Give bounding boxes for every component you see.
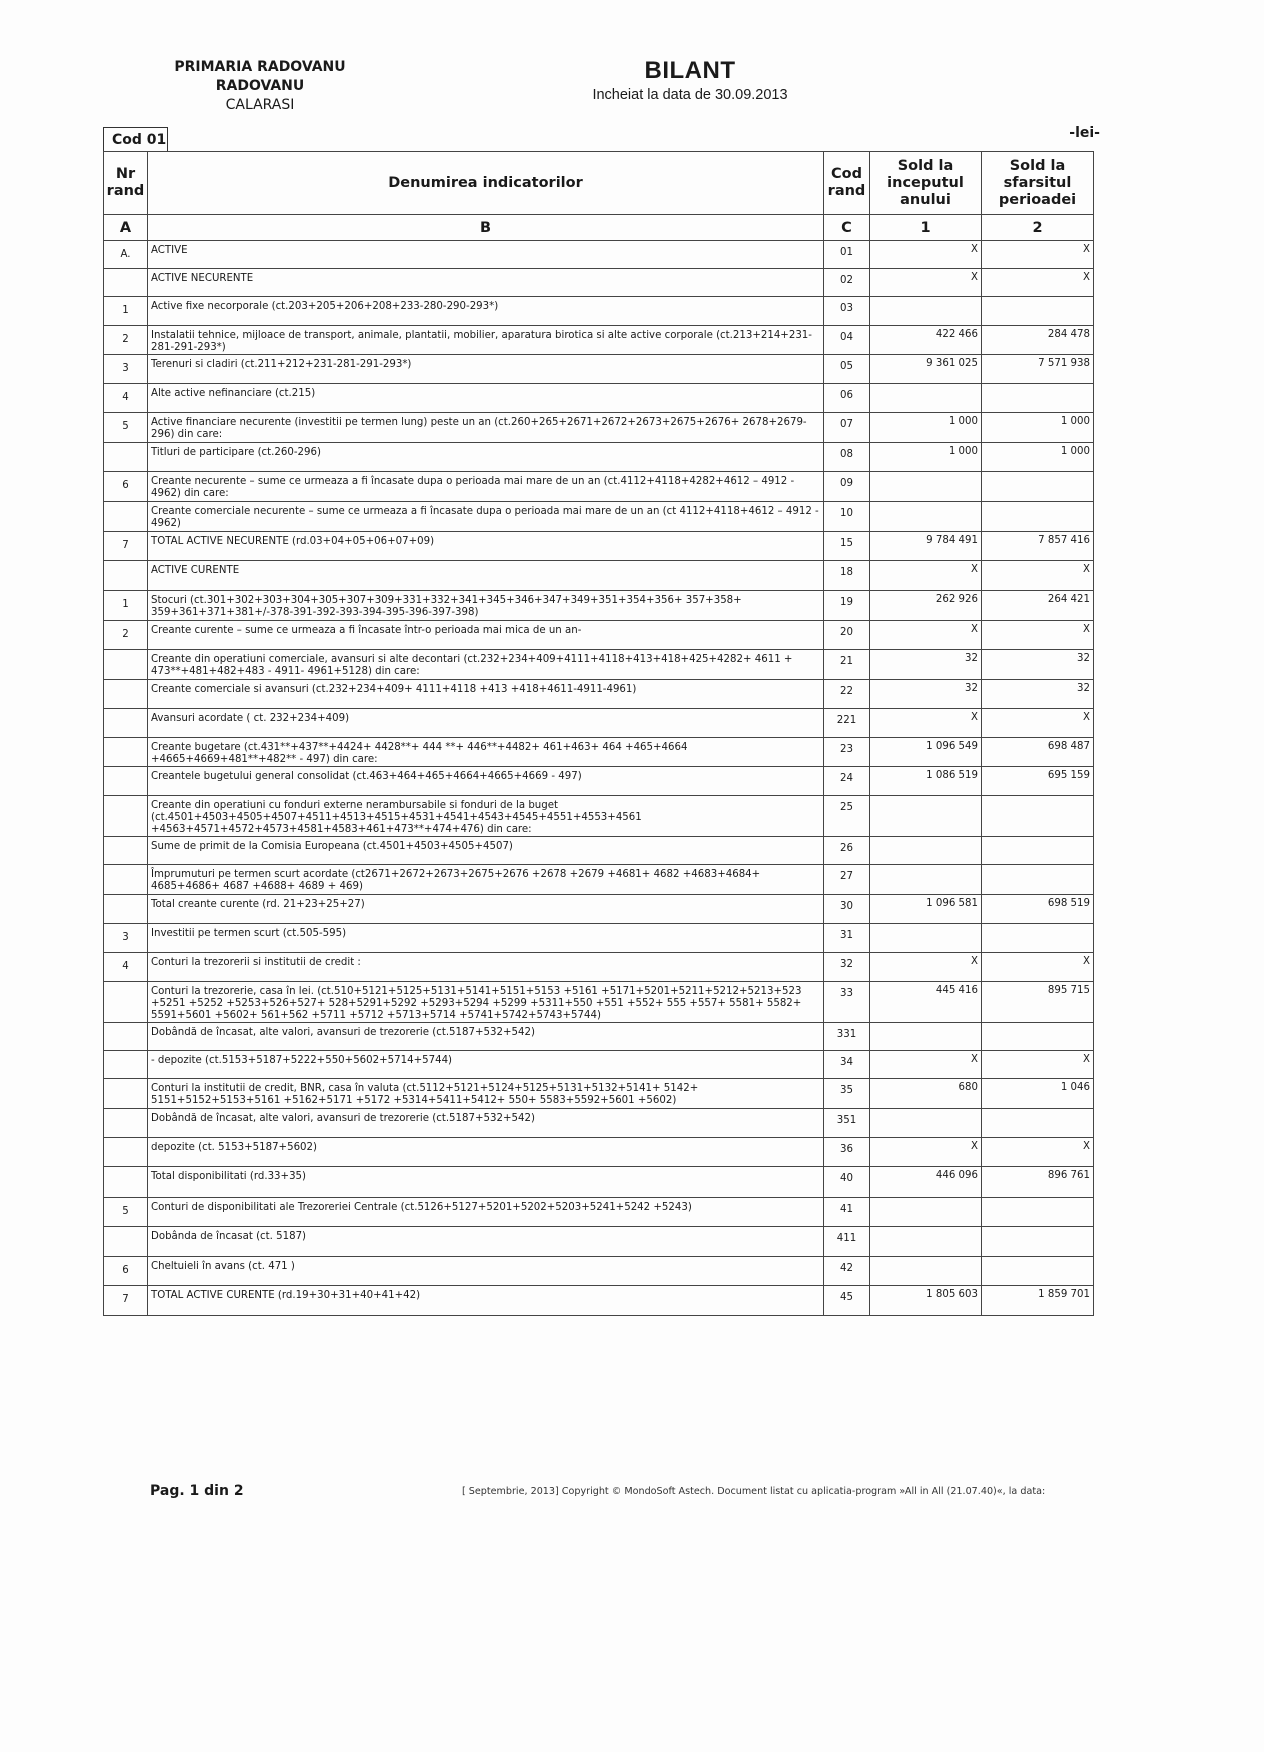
balance-start	[870, 297, 982, 326]
row-code: 30	[824, 895, 870, 924]
row-number: 6	[104, 472, 148, 502]
balance-end: 698 487	[982, 738, 1094, 767]
balance-end: 698 519	[982, 895, 1094, 924]
balance-end: 1 859 701	[982, 1286, 1094, 1316]
column-letter-row	[104, 215, 1094, 241]
row-number	[104, 895, 148, 924]
indicator-name: Creante necurente – sume ce urmeaza a fi încasate dupa o perioada mai mare de un an (ct.4112+4118+4282+4612 – 4912 - 4962) din care:	[148, 472, 824, 502]
row-number: 3	[104, 924, 148, 953]
row-code: 03	[824, 297, 870, 326]
table-row	[104, 413, 1094, 443]
copyright-note: [ Septembrie, 2013] Copyright © MondoSoft Astech. Document listat cu aplicatia-program »All in All (21.07.40)«, la data:	[462, 1486, 1046, 1497]
row-code: 02	[824, 269, 870, 297]
balance-end	[982, 1109, 1094, 1138]
balance-end: X	[982, 709, 1094, 738]
document-subtitle: Incheiat la data de 30.09.2013	[592, 87, 788, 103]
row-code: 18	[824, 561, 870, 591]
balance-start: 446 096	[870, 1167, 982, 1198]
table-row	[104, 1079, 1094, 1109]
row-number	[104, 1051, 148, 1079]
row-code: 15	[824, 532, 870, 561]
row-number	[104, 767, 148, 796]
balance-end: 7 857 416	[982, 532, 1094, 561]
balance-start	[870, 384, 982, 413]
balance-end: 895 715	[982, 982, 1094, 1023]
row-code: 221	[824, 709, 870, 738]
balance-end: 1 046	[982, 1079, 1094, 1109]
balance-start	[870, 837, 982, 865]
row-number	[104, 837, 148, 865]
balance-start: X	[870, 269, 982, 297]
indicator-name: Total disponibilitati (rd.33+35)	[148, 1167, 824, 1198]
indicator-name: Avansuri acordate ( ct. 232+234+409)	[148, 709, 824, 738]
indicator-name: Creante comerciale si avansuri (ct.232+234+409+ 4111+4118 +413 +418+4611-4911-4961)	[148, 680, 824, 709]
institution-locality: RADOVANU	[215, 78, 305, 94]
row-code: 411	[824, 1227, 870, 1257]
indicator-name: Active financiare necurente (investitii pe termen lung) peste un an (ct.260+265+2671+2672+2673+2675+2676+ 2678+2679-296) din care:	[148, 413, 824, 443]
indicator-name: ACTIVE	[148, 241, 824, 269]
indicator-name: Conturi de disponibilitati ale Trezoreriei Centrale (ct.5126+5127+5201+5202+5203+5241+5242 +5243)	[148, 1198, 824, 1227]
row-code: 34	[824, 1051, 870, 1079]
table-row	[104, 621, 1094, 650]
balance-start: 1 805 603	[870, 1286, 982, 1316]
balance-end: X	[982, 1138, 1094, 1167]
balance-start: X	[870, 1138, 982, 1167]
row-code: 351	[824, 1109, 870, 1138]
row-number: A.	[104, 241, 148, 269]
table-row	[104, 355, 1094, 384]
row-number	[104, 561, 148, 591]
balance-end: 32	[982, 650, 1094, 680]
balance-start: 9 361 025	[870, 355, 982, 384]
balance-start: 1 096 581	[870, 895, 982, 924]
balance-end	[982, 1198, 1094, 1227]
balance-start: 422 466	[870, 326, 982, 355]
institution-county: CALARASI	[225, 97, 295, 113]
row-number	[104, 1109, 148, 1138]
table-row	[104, 443, 1094, 472]
table-row	[104, 865, 1094, 895]
row-number: 7	[104, 532, 148, 561]
balance-end: X	[982, 621, 1094, 650]
balance-start: X	[870, 621, 982, 650]
balance-end	[982, 1023, 1094, 1051]
balance-start: 32	[870, 680, 982, 709]
indicator-name: depozite (ct. 5153+5187+5602)	[148, 1138, 824, 1167]
balance-start: 262 926	[870, 591, 982, 621]
balance-start: 1 000	[870, 413, 982, 443]
document-title-block	[560, 56, 820, 104]
row-code: 08	[824, 443, 870, 472]
indicator-name: ACTIVE CURENTE	[148, 561, 824, 591]
row-number	[104, 982, 148, 1023]
indicator-name: Total creante curente (rd. 21+23+25+27)	[148, 895, 824, 924]
table-row	[104, 1227, 1094, 1257]
table-row	[104, 1138, 1094, 1167]
indicator-name: TOTAL ACTIVE NECURENTE (rd.03+04+05+06+07+09)	[148, 532, 824, 561]
balance-end	[982, 837, 1094, 865]
indicator-name: Împrumuturi pe termen scurt acordate (ct2671+2672+2673+2675+2676 +2678 +2679 +4681+ 4682 +4683+4684+ 4685+4686+ 4687 +4688+ 4689 + 469)	[148, 865, 824, 895]
balance-end	[982, 1257, 1094, 1286]
balance-end: X	[982, 241, 1094, 269]
balance-start: 445 416	[870, 982, 982, 1023]
row-code: 35	[824, 1079, 870, 1109]
table-row	[104, 680, 1094, 709]
row-code: 01	[824, 241, 870, 269]
row-number: 7	[104, 1286, 148, 1316]
row-code: 09	[824, 472, 870, 502]
table-row	[104, 982, 1094, 1023]
table-row	[104, 1257, 1094, 1286]
balance-end	[982, 865, 1094, 895]
table-row	[104, 297, 1094, 326]
row-number: 5	[104, 413, 148, 443]
indicator-name: Terenuri si cladiri (ct.211+212+231-281-291-293*)	[148, 355, 824, 384]
indicator-name: Instalatii tehnice, mijloace de transport, animale, plantatii, mobilier, aparatura birotica si alte active corporale (ct.213+214+231-281-291-293*)	[148, 326, 824, 355]
indicator-name: Dobândă de încasat, alte valori, avansuri de trezorerie (ct.5187+532+542)	[148, 1023, 824, 1051]
balance-start: 32	[870, 650, 982, 680]
balance-end: 7 571 938	[982, 355, 1094, 384]
header-sold-inceput: Sold la inceputul anului	[870, 152, 982, 215]
balance-end: 264 421	[982, 591, 1094, 621]
balance-sheet-table	[103, 151, 1094, 1316]
row-number	[104, 1138, 148, 1167]
balance-end	[982, 1227, 1094, 1257]
balance-end: X	[982, 1051, 1094, 1079]
table-row	[104, 767, 1094, 796]
row-code: 20	[824, 621, 870, 650]
row-number: 2	[104, 326, 148, 355]
indicator-name: Investitii pe termen scurt (ct.505-595)	[148, 924, 824, 953]
col-1: 1	[870, 215, 982, 241]
table-row	[104, 738, 1094, 767]
table-row	[104, 561, 1094, 591]
indicator-name: Creante curente – sume ce urmeaza a fi încasate într-o perioada mai mica de un an-	[148, 621, 824, 650]
table-row	[104, 924, 1094, 953]
row-code: 07	[824, 413, 870, 443]
indicator-name: Titluri de participare (ct.260-296)	[148, 443, 824, 472]
row-number	[104, 1227, 148, 1257]
row-code: 23	[824, 738, 870, 767]
balance-end: 1 000	[982, 413, 1094, 443]
row-number: 4	[104, 384, 148, 413]
row-code: 36	[824, 1138, 870, 1167]
row-number: 1	[104, 591, 148, 621]
table-row	[104, 269, 1094, 297]
table-row	[104, 502, 1094, 532]
row-code: 24	[824, 767, 870, 796]
balance-start	[870, 1227, 982, 1257]
header-sold-sfarsit: Sold la sfarsitul perioadei	[982, 152, 1094, 215]
balance-start	[870, 1023, 982, 1051]
row-number: 4	[104, 953, 148, 982]
row-number	[104, 502, 148, 532]
row-number	[104, 1023, 148, 1051]
col-b: B	[148, 215, 824, 241]
balance-end: 284 478	[982, 326, 1094, 355]
balance-start	[870, 796, 982, 837]
indicator-name: Sume de primit de la Comisia Europeana (ct.4501+4503+4505+4507)	[148, 837, 824, 865]
table-row	[104, 1023, 1094, 1051]
row-code: 45	[824, 1286, 870, 1316]
balance-end: X	[982, 561, 1094, 591]
table-row	[104, 1286, 1094, 1316]
page-number: Pag. 1 din 2	[150, 1483, 244, 1499]
indicator-name: Dobânda de încasat (ct. 5187)	[148, 1227, 824, 1257]
balance-end	[982, 502, 1094, 532]
indicator-name: Creante din operatiuni comerciale, avansuri si alte decontari (ct.232+234+409+4111+4118+413+418+425+4282+ 4611 + 473**+481+482+483 - 4911- 4961+5128) din care:	[148, 650, 824, 680]
balance-start: X	[870, 709, 982, 738]
balance-start: 1 086 519	[870, 767, 982, 796]
row-code: 22	[824, 680, 870, 709]
row-code: 32	[824, 953, 870, 982]
row-number: 5	[104, 1198, 148, 1227]
row-code: 25	[824, 796, 870, 837]
document-title: BILANT	[644, 57, 736, 84]
indicator-name: Cheltuieli în avans (ct. 471 )	[148, 1257, 824, 1286]
indicator-name: ACTIVE NECURENTE	[148, 269, 824, 297]
institution-header	[140, 58, 380, 115]
row-number	[104, 650, 148, 680]
balance-start: 1 000	[870, 443, 982, 472]
balance-end: X	[982, 269, 1094, 297]
table-row	[104, 1051, 1094, 1079]
currency-unit: -lei-	[1069, 125, 1100, 141]
balance-start: X	[870, 561, 982, 591]
cod-label: Cod 01	[103, 127, 168, 151]
balance-end	[982, 796, 1094, 837]
table-row	[104, 591, 1094, 621]
balance-end: 695 159	[982, 767, 1094, 796]
row-number	[104, 680, 148, 709]
header-nr-rand: Nr rand	[104, 152, 148, 215]
indicator-name: TOTAL ACTIVE CURENTE (rd.19+30+31+40+41+42)	[148, 1286, 824, 1316]
indicator-name: - depozite (ct.5153+5187+5222+550+5602+5714+5744)	[148, 1051, 824, 1079]
row-number	[104, 269, 148, 297]
institution-name: PRIMARIA RADOVANU	[174, 59, 346, 75]
table-row	[104, 895, 1094, 924]
row-code: 41	[824, 1198, 870, 1227]
balance-start: 1 096 549	[870, 738, 982, 767]
table-row	[104, 384, 1094, 413]
indicator-name: Conturi la trezorerie, casa în lei. (ct.510+5121+5125+5131+5141+5151+5153 +5161 +5171+5201+5211+5212+5213+523 +5251 +5252 +5253+526+527+ 528+5291+5292 +5293+5294 +5299 +5311+550 +551 +552+ 555 +557+ 5581+ 5582+ 5591+5601 +5602+ 561+562 +5711 +5712 +5713+5714 +5741+5742+5743+5744)	[148, 982, 824, 1023]
row-number	[104, 796, 148, 837]
indicator-name: Active fixe necorporale (ct.203+205+206+208+233-280-290-293*)	[148, 297, 824, 326]
row-number: 6	[104, 1257, 148, 1286]
indicator-name: Conturi la institutii de credit, BNR, casa în valuta (ct.5112+5121+5124+5125+5131+5132+5141+ 5142+ 5151+5152+5153+5161 +5162+5171 +5172 +5314+5411+5412+ 550+ 5583+5592+5601 +5602)	[148, 1079, 824, 1109]
row-code: 05	[824, 355, 870, 384]
table-row	[104, 650, 1094, 680]
table-row	[104, 953, 1094, 982]
indicator-name: Creante comerciale necurente – sume ce urmeaza a fi încasate dupa o perioada mai mare de un an (ct 4112+4118+4612 – 4912 - 4962)	[148, 502, 824, 532]
table-row	[104, 532, 1094, 561]
balance-end: X	[982, 953, 1094, 982]
row-code: 42	[824, 1257, 870, 1286]
indicator-name: Creante bugetare (ct.431**+437**+4424+ 4428**+ 444 **+ 446**+4482+ 461+463+ 464 +465+4664 +4665+4669+481**+482** - 497) din care:	[148, 738, 824, 767]
balance-start	[870, 502, 982, 532]
row-code: 21	[824, 650, 870, 680]
row-number: 1	[104, 297, 148, 326]
header-row	[104, 152, 1094, 215]
balance-end	[982, 297, 1094, 326]
balance-end: 1 000	[982, 443, 1094, 472]
table-row	[104, 1109, 1094, 1138]
row-number: 2	[104, 621, 148, 650]
row-number	[104, 1167, 148, 1198]
row-code: 31	[824, 924, 870, 953]
balance-end	[982, 472, 1094, 502]
table-row	[104, 326, 1094, 355]
col-c: C	[824, 215, 870, 241]
indicator-name: Conturi la trezorerii si institutii de credit :	[148, 953, 824, 982]
header-cod-rand: Cod rand	[824, 152, 870, 215]
table-row	[104, 1167, 1094, 1198]
balance-end	[982, 924, 1094, 953]
header-denumire: Denumirea indicatorilor	[148, 152, 824, 215]
row-code: 331	[824, 1023, 870, 1051]
table-row	[104, 796, 1094, 837]
row-code: 06	[824, 384, 870, 413]
row-number	[104, 709, 148, 738]
table-row	[104, 837, 1094, 865]
row-code: 19	[824, 591, 870, 621]
row-code: 26	[824, 837, 870, 865]
row-number	[104, 443, 148, 472]
indicator-name: Creantele bugetului general consolidat (ct.463+464+465+4664+4665+4669 - 497)	[148, 767, 824, 796]
row-code: 27	[824, 865, 870, 895]
row-number	[104, 1079, 148, 1109]
table-row	[104, 1198, 1094, 1227]
balance-start: X	[870, 1051, 982, 1079]
balance-end	[982, 384, 1094, 413]
balance-start	[870, 865, 982, 895]
table-row	[104, 241, 1094, 269]
indicator-name: Stocuri (ct.301+302+303+304+305+307+309+331+332+341+345+346+347+349+351+354+356+ 357+358+ 359+361+371+381+/-378-391-392-393-394-395-396-397-398)	[148, 591, 824, 621]
row-code: 33	[824, 982, 870, 1023]
table-row	[104, 472, 1094, 502]
row-number	[104, 738, 148, 767]
row-code: 10	[824, 502, 870, 532]
indicator-name: Creante din operatiuni cu fonduri externe nerambursabile si fonduri de la buget (ct.4501+4503+4505+4507+4511+4513+4515+4531+4541+4543+4545+4551+4553+4561 +4563+4571+4572+4573+4581+4583+461+473**+474+476) din care:	[148, 796, 824, 837]
balance-start	[870, 472, 982, 502]
balance-start	[870, 1198, 982, 1227]
indicator-name: Dobândă de încasat, alte valori, avansuri de trezorerie (ct.5187+532+542)	[148, 1109, 824, 1138]
balance-start: X	[870, 241, 982, 269]
col-2: 2	[982, 215, 1094, 241]
indicator-name: Alte active nefinanciare (ct.215)	[148, 384, 824, 413]
row-code: 40	[824, 1167, 870, 1198]
row-code: 04	[824, 326, 870, 355]
table-row	[104, 709, 1094, 738]
balance-start: 9 784 491	[870, 532, 982, 561]
col-a: A	[104, 215, 148, 241]
balance-start: X	[870, 953, 982, 982]
balance-start	[870, 1109, 982, 1138]
balance-end: 32	[982, 680, 1094, 709]
balance-end: 896 761	[982, 1167, 1094, 1198]
balance-start	[870, 924, 982, 953]
balance-start	[870, 1257, 982, 1286]
balance-start: 680	[870, 1079, 982, 1109]
row-number: 3	[104, 355, 148, 384]
row-number	[104, 865, 148, 895]
